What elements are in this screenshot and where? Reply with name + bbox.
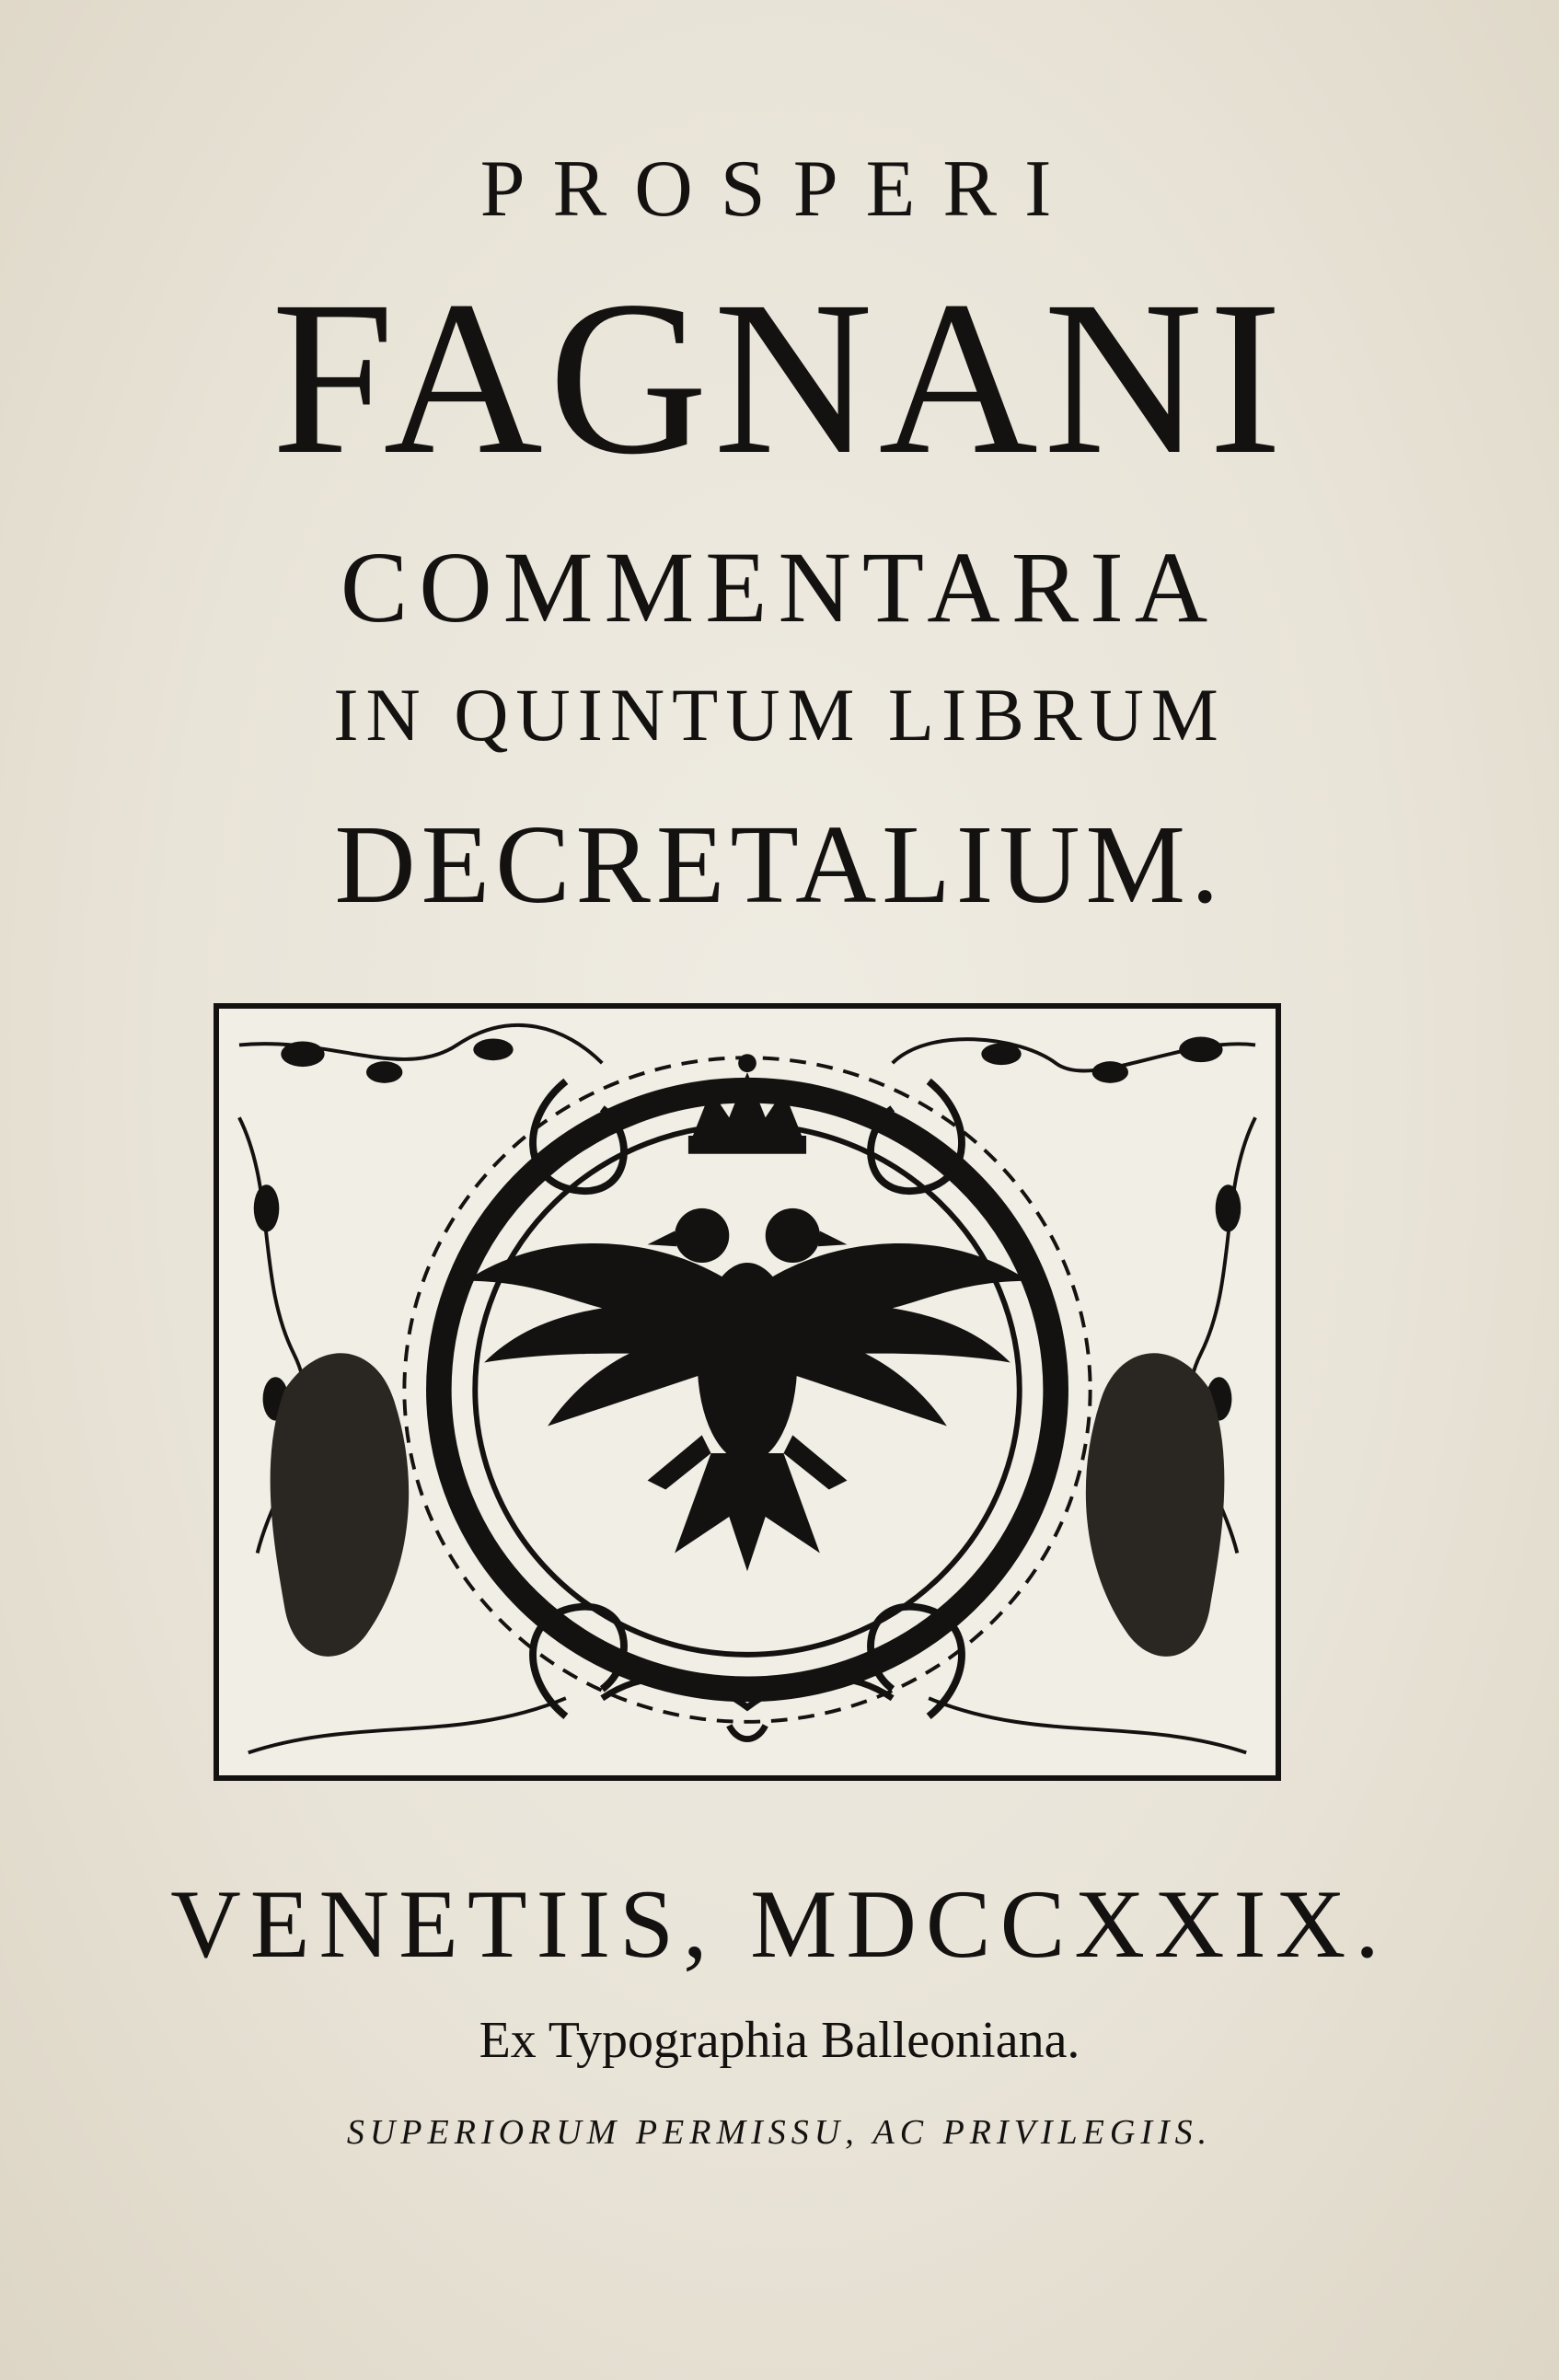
work-subtitle-2: DECRETALIUM. (334, 803, 1225, 927)
imprint-city-year: VENETIIS, MDCCXXIX. (170, 1870, 1389, 1978)
author-surname: FAGNANI (271, 255, 1288, 500)
work-subtitle: IN QUINTUM LIBRUM (333, 673, 1226, 757)
author-first-name: PROSPERI (479, 144, 1080, 234)
privilege-line: SUPERIORUM PERMISSU, AC PRIVILEGIIS. (346, 2113, 1213, 2152)
double-headed-eagle-icon (219, 1009, 1276, 1775)
printer-name: Ex Typographia Balleoniana. (479, 2012, 1080, 2069)
work-title: COMMENTARIA (340, 531, 1219, 643)
printer-device-woodcut (214, 1003, 1281, 1781)
